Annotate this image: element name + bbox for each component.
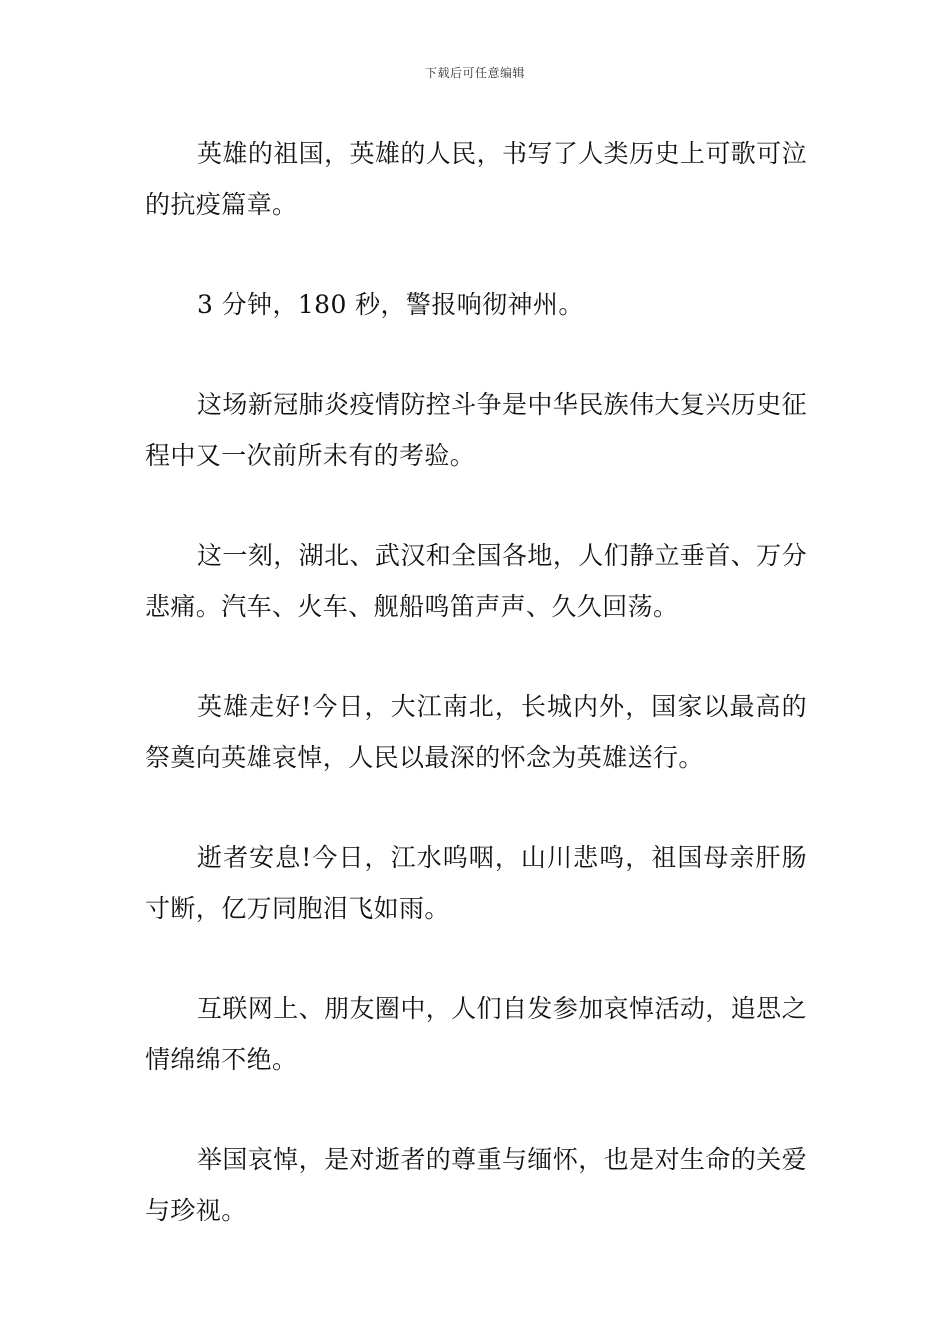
paragraph: 英雄的祖国，英雄的人民，书写了人类历史上可歌可泣的抗疫篇章。 xyxy=(145,139,807,219)
paragraph: 3 分钟，180 秒，警报响彻神州。 xyxy=(197,290,584,319)
paragraph: 这场新冠肺炎疫情防控斗争是中华民族伟大复兴历史征程中又一次前所未有的考验。 xyxy=(145,390,807,470)
paragraph: 逝者安息!今日，江水呜咽，山川悲鸣，祖国母亲肝肠寸断，亿万同胞泪飞如雨。 xyxy=(145,843,807,923)
page-header-note: 下载后可任意编辑 xyxy=(424,66,525,80)
paragraph: 这一刻，湖北、武汉和全国各地，人们静立垂首、万分悲痛。汽车、火车、舰船鸣笛声声、久久回荡。 xyxy=(145,541,807,621)
paragraph: 英雄走好!今日，大江南北，长城内外，国家以最高的祭奠向英雄哀悼，人民以最深的怀念为英雄送行。 xyxy=(145,692,807,772)
paragraph: 举国哀悼，是对逝者的尊重与缅怀，也是对生命的关爱与珍视。 xyxy=(145,1145,807,1225)
document-body xyxy=(145,128,807,1285)
paragraph: 互联网上、朋友圈中，人们自发参加哀悼活动，追思之情绵绵不绝。 xyxy=(145,994,807,1074)
